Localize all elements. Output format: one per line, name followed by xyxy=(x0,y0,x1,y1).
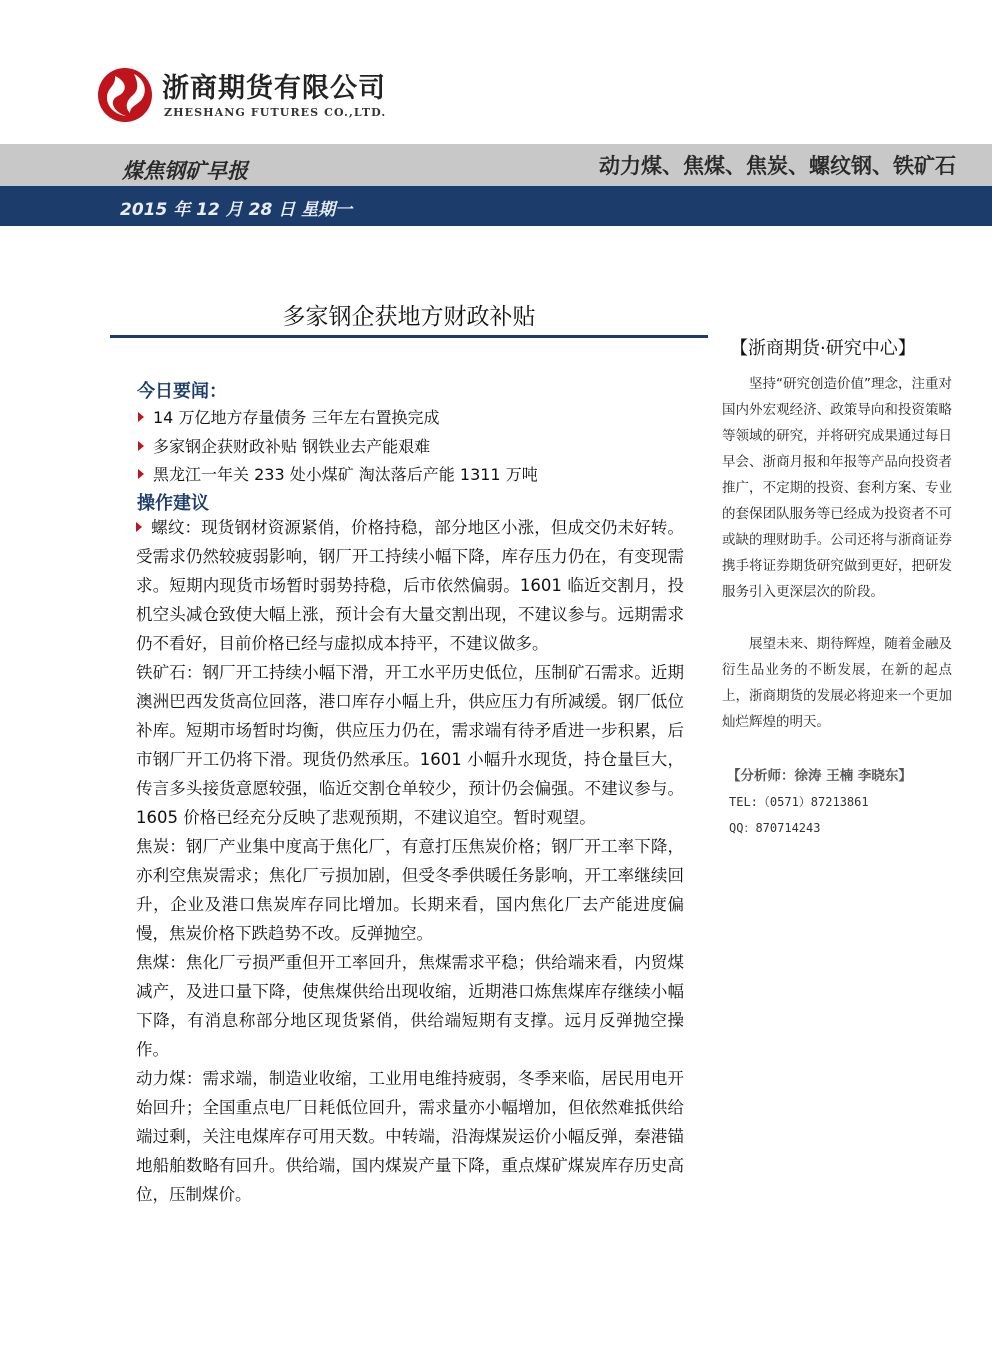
sidebar-vision-text: 展望未来、期待辉煌，随着金融及衍生品业务的不断发展，在新的起点上，浙商期货的发展必将迎来一个更加灿烂辉煌的明天。 xyxy=(722,636,952,730)
news-heading: 今日要闻： xyxy=(137,381,227,402)
news-item xyxy=(138,434,430,457)
page-title: 多家钢企获地方财政补贴 xyxy=(282,304,536,330)
news-item xyxy=(138,462,538,485)
company-logo xyxy=(96,66,154,124)
advice-iron-ore: 铁矿石：钢厂开工持续小幅下滑，开工水平历史低位，压制矿石需求。近期澳洲巴西发货高位回落，港口库存小幅上升，供应压力有所减缓。钢厂低位补库。短期市场暂时均衡，供应压力仍在，需求端有待矛盾进一步积累，后市钢厂开工仍将下滑。现货仍然承压。1601 小幅升水现货，持仓量巨大，传言多头接货意愿较强，临近交割仓单较少，预计仍会偏强。不建议参与。1605 价格已经充分反映了悲观预期，不建议追空。暂时观望。 xyxy=(136,663,684,827)
news-item xyxy=(138,405,440,428)
company-name-cn: 浙商期货有限公司 xyxy=(162,73,386,104)
advice-coking-coal: 焦煤：焦化厂亏损严重但开工率回升，焦煤需求平稳；供给端来看，内贸煤减产，及进口量下降，使焦煤供给出现收缩，近期港口炼焦煤库存继续小幅下降，有消息称部分地区现货紧俏，供给端短期有支撑。远月反弹抛空操作。 xyxy=(136,953,684,1059)
news-text: 黑龙江一年关 233 处小煤矿 淘汰落后产能 1311 万吨 xyxy=(153,465,538,484)
bullet-arrow-icon xyxy=(136,522,142,532)
report-date: 2015 年 12 月 28 日 星期一 xyxy=(120,200,353,220)
advice-thermal-coal: 动力煤：需求端，制造业收缩，工业用电维持疲弱，冬季来临，居民用电开始回升；全国重点电厂日耗低位回升，需求量亦小幅增加，但依然难抵供给端过剩，关注电煤库存可用天数。中转端，沿海煤炭运价小幅反弹，秦港锚地船舶数略有回升。供给端，国内煤炭产量下降，重点煤矿煤炭库存历史高位，压制煤价。 xyxy=(136,1069,684,1204)
news-text: 多家钢企获财政补贴 钢铁业去产能艰难 xyxy=(153,437,431,456)
sidebar-intro xyxy=(722,371,952,605)
bullet-arrow-icon xyxy=(138,412,144,422)
advice-rebar xyxy=(136,513,684,658)
advice-text: 螺纹：现货钢材资源紧俏，价格持稳，部分地区小涨，但成交仍未好转。受需求仍然较疲弱影响，钢厂开工持续小幅下降，库存压力仍在，有变现需求。短期内现货市场暂时弱势持稳，后市依然偏弱。1601 临近交割月，投机空头减仓致使大幅上涨，预计会有大量交割出现，不建议参与。远期需求仍不看好，目前价格已经与虚拟成本持平，不建议做多。 xyxy=(136,518,684,653)
sidebar-intro-text: 坚持“研究创造价值”理念，注重对国内外宏观经济、政策导向和投资策略等领域的研究，并将研究成果通过每日早会、浙商月报和年报等产品向投资者推广，不定期的投资、套利方案、专业的套保团队服务等已经成为投资者不可或缺的理财助手。公司还将与浙商证券携手将证券期货研究做到更好，把研发服务引入更深层次的阶段。 xyxy=(722,376,952,600)
title-divider xyxy=(110,335,708,338)
company-name-en: ZHESHANG FUTURES CO.,LTD. xyxy=(164,106,387,119)
sidebar-org: 【浙商期货·研究中心】 xyxy=(730,338,916,359)
sidebar-vision xyxy=(722,631,952,735)
report-name: 煤焦钢矿早报 xyxy=(122,159,248,183)
advice-body xyxy=(136,513,684,1209)
bullet-arrow-icon xyxy=(138,441,144,451)
bullet-arrow-icon xyxy=(138,469,144,479)
advice-heading: 操作建议 xyxy=(137,493,209,514)
analyst-names: 【分析师：徐涛 王楠 李晓东】 xyxy=(727,768,912,784)
contact-tel: TEL:（0571）87213861 xyxy=(729,795,869,809)
contact-qq: QQ：870714243 xyxy=(729,821,821,835)
advice-coke: 焦炭：钢厂产业集中度高于焦化厂，有意打压焦炭价格；钢厂开工率下降，亦利空焦炭需求；焦化厂亏损加剧，但受冬季供暖任务影响，开工率继续回升，企业及港口焦炭库存同比增加。长期来看，国内焦化厂去产能进度偏慢，焦炭价格下跌趋势不改。反弹抛空。 xyxy=(136,837,684,943)
news-text: 14 万亿地方存量债务 三年左右置换完成 xyxy=(153,408,440,427)
report-topics: 动力煤、焦煤、焦炭、螺纹钢、铁矿石 xyxy=(599,154,956,178)
